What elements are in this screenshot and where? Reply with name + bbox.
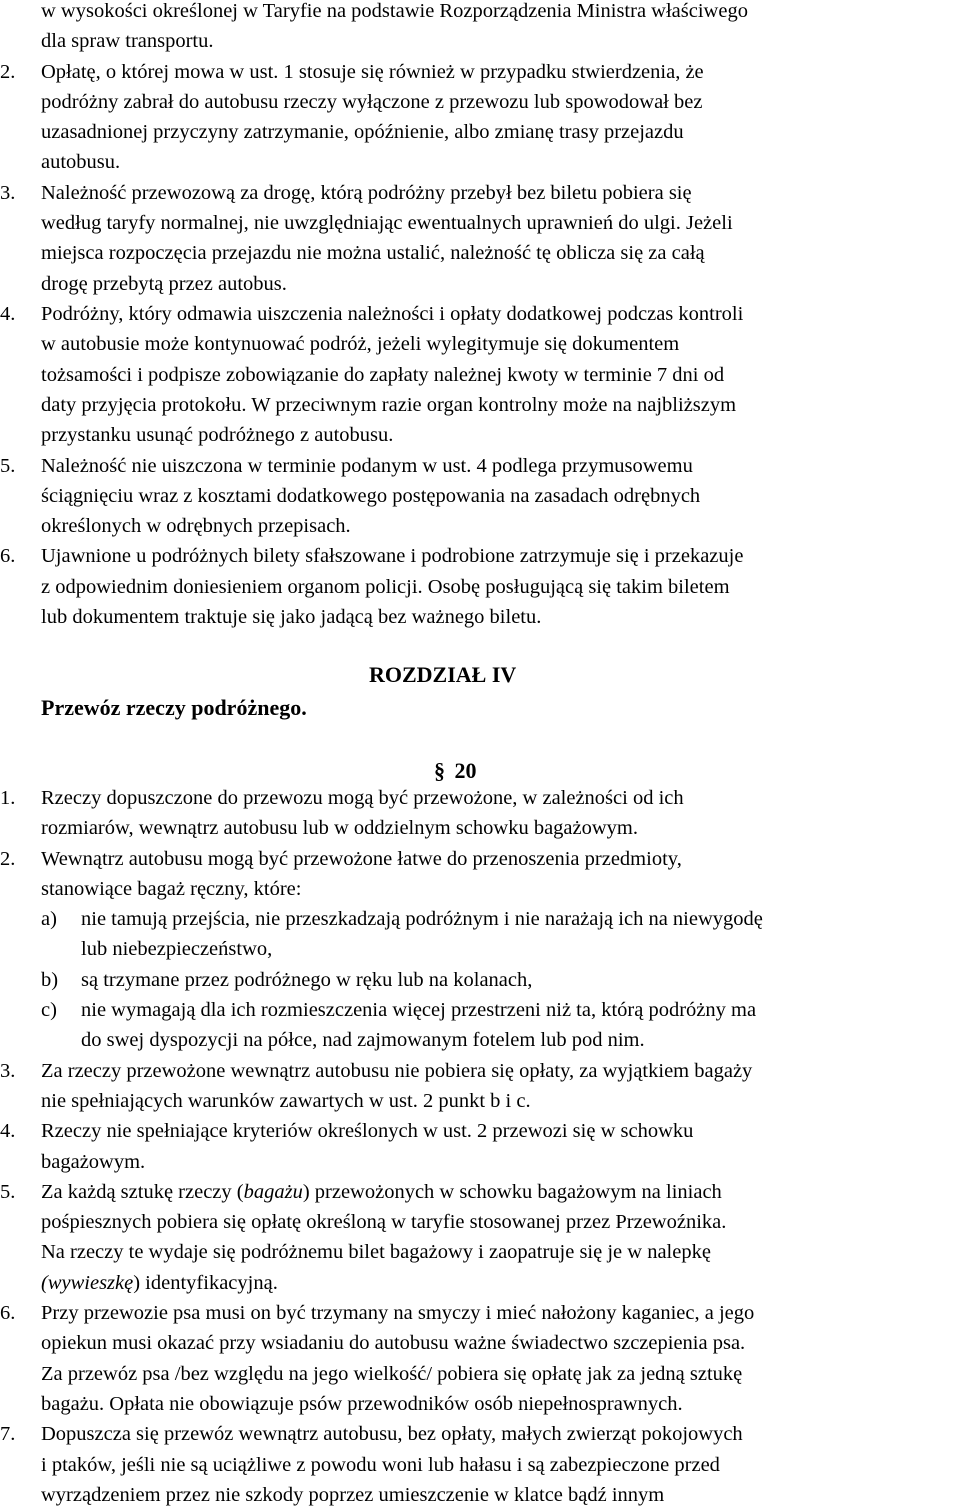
item-number: 6. [0, 1302, 16, 1325]
text-line: drogę przebytą przez autobus. [41, 272, 287, 295]
text-line: rozmiarów, wewnątrz autobusu lub w oddzielnym schowku bagażowym. [41, 817, 639, 840]
text-line: podróżny zabrał do autobusu rzeczy wyłączone z przewozu lub spowodował bez [41, 90, 703, 113]
chapter-title: Przewóz rzeczy podróżnego. [41, 695, 307, 720]
text-fragment-italic: bagażu [243, 1180, 303, 1203]
text-fragment: Za każdą sztukę rzeczy ( [41, 1180, 244, 1203]
text-line: miejsca rozpoczęcia przejazdu nie można ustalić, należność tę oblicza się za całą [41, 242, 705, 265]
text-line: z odpowiednim doniesieniem organom policji. Osobę posługującą się takim biletem [41, 575, 730, 598]
item-text [41, 299, 955, 450]
item-text [41, 1419, 955, 1510]
sub-item-letter: c) [41, 999, 57, 1022]
text-fragment-italic: (wywieszkę [41, 1271, 134, 1294]
text-line: nie wymagają dla ich rozmieszczenia więcej przestrzeni niż ta, którą podróżny ma [81, 999, 757, 1022]
item-text [41, 844, 955, 905]
text-line: bagażu. Opłata nie obowiązuje psów przewodników osób niepełnosprawnych. [41, 1392, 683, 1415]
text-line: Opłatę, o której mowa w ust. 1 stosuje się również w przypadku stwierdzenia, że [41, 60, 704, 83]
text-line: wyrządzeniem przez nie szkody poprzez umieszczenie w klatce bądź innym [41, 1483, 665, 1506]
item-number: 1. [0, 787, 16, 809]
text-line: Za przewóz psa /bez względu na jego wielkość/ pobiera się opłatę jak za jedną sztukę [41, 1362, 743, 1385]
text-line: bagażowym. [41, 1150, 146, 1173]
text-line: ściągnięciu wraz z kosztami dodatkowego postępowania na zasadach odrębnych [41, 484, 701, 507]
section-sign: § [434, 758, 445, 783]
text-line: Należność nie uiszczona w terminie podanym w ust. 4 podlega przymusowemu [41, 454, 693, 477]
text-fragment: ) przewożonych w schowku bagażowym na liniach [302, 1180, 722, 1203]
chapter-heading: ROZDZIAŁ IV [369, 662, 517, 687]
text-line: Rzeczy dopuszczone do przewozu mogą być przewożone, w zależności od ich [41, 787, 684, 809]
item-number: 3. [0, 1059, 16, 1082]
text-line: Podróżny, który odmawia uiszczenia należności i opłaty dodatkowej podczas kontroli [41, 303, 744, 325]
item-number: 4. [0, 1120, 16, 1143]
sub-item-text [81, 904, 955, 965]
item-text [41, 57, 955, 178]
sub-item-text [81, 965, 955, 995]
text-line: Przy przewozie psa musi on być trzymany na smyczy i mieć nałożony kaganiec, a jego [41, 1302, 755, 1325]
text-line: uzasadnionej przyczyny zatrzymanie, opóźnienie, albo zmianę trasy przejazdu [41, 121, 684, 144]
text-line: w autobusie może kontynuować podróż, jeżeli wylegitymuje się dokumentem [41, 333, 680, 356]
text-line: do swej dyspozycji na półce, nad zajmowanym fotelem lub pod nim. [81, 1029, 645, 1052]
text-line: Należność przewozową za drogę, którą podróżny przebył bez biletu pobiera się [41, 181, 692, 204]
item-number: 5. [0, 1180, 16, 1203]
text-line: lub niebezpieczeństwo, [81, 938, 273, 961]
text-line: nie tamują przejścia, nie przeszkadzają podróżnym i nie narażają ich na niewygodę [81, 908, 763, 931]
text-line [41, 1177, 955, 1207]
text-fragment: ) identyfikacyjną. [133, 1271, 278, 1294]
text-line: autobusu. [41, 151, 121, 174]
sub-item-letter: a) [41, 908, 57, 931]
text-line: nie spełniających warunków zawartych w ust. 2 punkt b i c. [41, 1089, 531, 1112]
item-text [41, 1177, 955, 1298]
text-line: i ptaków, jeśli nie są uciążliwe z powodu woni lub hałasu i są zabezpieczone przed [41, 1453, 720, 1476]
text-line: lub dokumentem traktuje się jako jadącą bez ważnego biletu. [41, 605, 542, 628]
item-number: 6. [0, 545, 16, 568]
item-text [41, 178, 955, 299]
item-text [41, 783, 955, 844]
text-line: Dopuszcza się przewóz wewnątrz autobusu, bez opłaty, małych zwierząt pokojowych [41, 1423, 743, 1446]
item-text [41, 451, 955, 542]
text-line: w wysokości określonej w Taryfie na podstawie Rozporządzenia Ministra właściwego [41, 0, 748, 22]
text-line: Ujawnione u podróżnych bilety sfałszowane i podrobione zatrzymuje się i przekazuje [41, 545, 744, 568]
item-number: 3. [0, 181, 16, 204]
item-text [41, 1116, 955, 1177]
text-line: Na rzeczy te wydaje się podróżnemu bilet bagażowy i zaopatruje się je w nalepkę [41, 1241, 711, 1264]
item-number: 5. [0, 454, 16, 477]
item-text [41, 1056, 955, 1117]
paragraph-continuation [41, 0, 955, 57]
section-number: 20 [454, 758, 477, 783]
text-line: Za rzeczy przewożone wewnątrz autobusu nie pobiera się opłaty, za wyjątkiem bagaży [41, 1059, 753, 1082]
sub-item-letter: b) [41, 968, 59, 991]
text-line: Rzeczy nie spełniające kryteriów określonych w ust. 2 przewozi się w schowku [41, 1120, 694, 1143]
text-line: określonych w odrębnych przepisach. [41, 515, 351, 538]
text-line: stanowiące bagaż ręczny, które: [41, 877, 302, 900]
section-heading [434, 756, 477, 786]
item-number: 2. [0, 60, 16, 83]
text-line: tożsamości i podpisze zobowiązanie do zapłaty należnej kwoty w terminie 7 dni od [41, 363, 725, 386]
item-text [41, 541, 955, 632]
text-line: są trzymane przez podróżnego w ręku lub na kolanach, [81, 968, 533, 991]
sub-item-text [81, 995, 955, 1056]
item-number: 7. [0, 1423, 16, 1446]
item-number: 2. [0, 847, 16, 870]
item-number: 4. [0, 303, 16, 325]
text-line: pośpiesznych pobiera się opłatę określoną w taryfie stosowanej przez Przewoźnika. [41, 1211, 727, 1234]
text-line [41, 1268, 955, 1298]
item-text [41, 1298, 955, 1419]
text-line: daty przyjęcia protokołu. W przeciwnym razie organ kontrolny może na najbliższym [41, 393, 737, 416]
text-line: dla spraw transportu. [41, 30, 214, 53]
text-line: Wewnątrz autobusu mogą być przewożone łatwe do przenoszenia przedmioty, [41, 847, 682, 870]
text-line: według taryfy normalnej, nie uwzględniając ewentualnych uprawnień do ulgi. Jeżeli [41, 212, 733, 235]
text-line: przystanku usunąć podróżnego z autobusu. [41, 424, 394, 447]
text-line: opiekun musi okazać przy wsiadaniu do autobusu ważne świadectwo szczepienia psa. [41, 1332, 746, 1355]
